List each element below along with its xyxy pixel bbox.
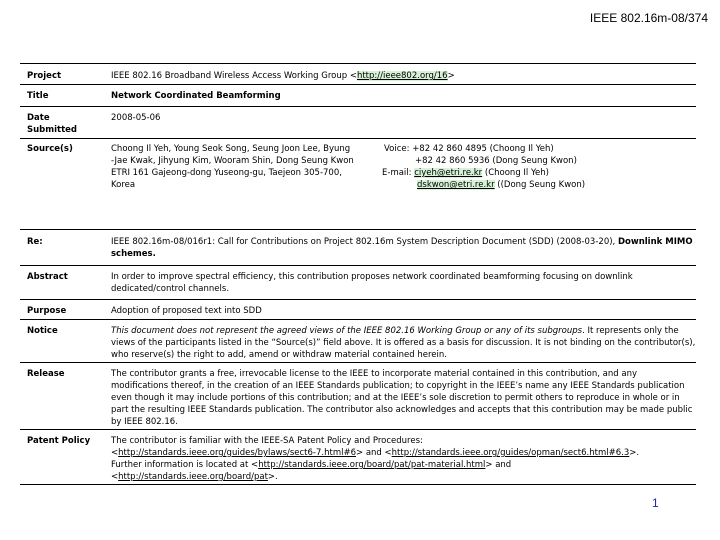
row-divider: [20, 362, 696, 363]
purpose-label: Purpose: [27, 306, 67, 316]
patent-material-link[interactable]: http://standards.ieee.org/board/pat/pat-material.html: [258, 460, 486, 470]
patent-opman-link[interactable]: http://standards.ieee.org/guides/opman/sect6.html#6.3: [391, 448, 630, 458]
abstract-label: Abstract: [27, 272, 68, 282]
row-divider: [20, 429, 696, 430]
source-authors: Choong Il Yeh, Young Seok Song, Seung Joon Lee, Byung -Jae Kwak, Jihyung Kim, Wooram Shin, Dong Seung Kwon ETRI 161 Gajeong-dong Yuseong-gu, Taejeon 305-700, Korea: [111, 144, 354, 190]
patent-label: Patent Policy: [27, 436, 91, 446]
notice-label: Notice: [27, 326, 58, 336]
title-label: Title: [27, 91, 49, 101]
patent-board-link[interactable]: http://standards.ieee.org/board/pat: [118, 472, 268, 482]
row-divider: [20, 299, 696, 300]
row-divider: [20, 106, 696, 107]
project-content: IEEE 802.16 Broadband Wireless Access Working Group <http://ieee802.org/16>: [111, 71, 455, 81]
patent-bylaws-link[interactable]: http://standards.ieee.org/guides/bylaws/sect6-7.html#6: [118, 448, 356, 458]
source-contacts: Voice: +82 42 860 4895 (Choong Il Yeh) +82 42 860 5936 (Dong Seung Kwon) E-mail: ciyeh@etri.re.kr (Choong Il Yeh) dskwon@etri.re.kr ((Dong Seung Kwon): [382, 144, 586, 190]
date-label: Date Submitted: [27, 113, 78, 135]
purpose-content: Adoption of proposed text into SDD: [111, 306, 262, 316]
table-bottom-rule: [20, 484, 696, 485]
release-label: Release: [27, 369, 65, 379]
patent-content: The contributor is familiar with the IEEE-SA Patent Policy and Procedures: <http://standards.ieee.org/guides/bylaws/sect6-7.html#6> and <http://standards.ieee.org/guides/opman/sect6.html#6.3>. Further information is located at <http://standards.ieee.org/board/pat/pat-material.html> and <http://standards.ieee.org/board/pat>.: [111, 436, 640, 482]
release-content: The contributor grants a free, irrevocable license to the IEEE to incorporate material contained in this contribution, and any modifications thereof, in the creation of an IEEE Standards publication; to copyright in the IEEE’s name any IEEE Standards publication even though it may include portions of this contribution; and at the IEEE’s sole discretion to permit others to reproduce in whole or in part the resulting IEEE Standards publication. The contributor also acknowledges and accepts that this contribution may be made public by IEEE 802.16.: [111, 369, 693, 427]
page-number: 1: [652, 496, 659, 510]
row-divider: [20, 84, 696, 85]
row-divider: [20, 265, 696, 266]
notice-content: This document does not represent the agreed views of the IEEE 802.16 Working Group or any of its subgroups. It represents only the views of the participants listed in the “Source(s)” field above. It is offered as a basis for discussion. It is not binding on the contributor(s), who reserve(s) the right to add, amend or withdraw material contained herein.: [111, 326, 696, 360]
title-content: Network Coordinated Beamforming: [111, 91, 281, 101]
project-label: Project: [27, 71, 62, 81]
project-link[interactable]: http://ieee802.org/16: [356, 71, 448, 81]
re-content: IEEE 802.16m-08/016r1: Call for Contributions on Project 802.16m System Description Document (SDD) (2008-03-20), Downlink MIMO schemes.: [111, 237, 693, 259]
abstract-content: In order to improve spectral efficiency, this contribution proposes network coordinated beamforming focusing on downlink dedicated/control channels.: [111, 272, 633, 294]
email-link-kwon[interactable]: dskwon@etri.re.kr: [417, 180, 495, 190]
re-label: Re:: [27, 237, 43, 247]
email-link-yeh[interactable]: ciyeh@etri.re.kr: [414, 168, 483, 178]
document-id: IEEE 802.16m-08/374: [589, 11, 708, 25]
row-divider: [20, 138, 696, 139]
row-divider: [20, 319, 696, 320]
row-divider: [20, 229, 696, 230]
date-content: 2008-05-06: [111, 113, 161, 123]
source-label: Source(s): [27, 144, 73, 154]
table-top-rule: [20, 63, 696, 64]
